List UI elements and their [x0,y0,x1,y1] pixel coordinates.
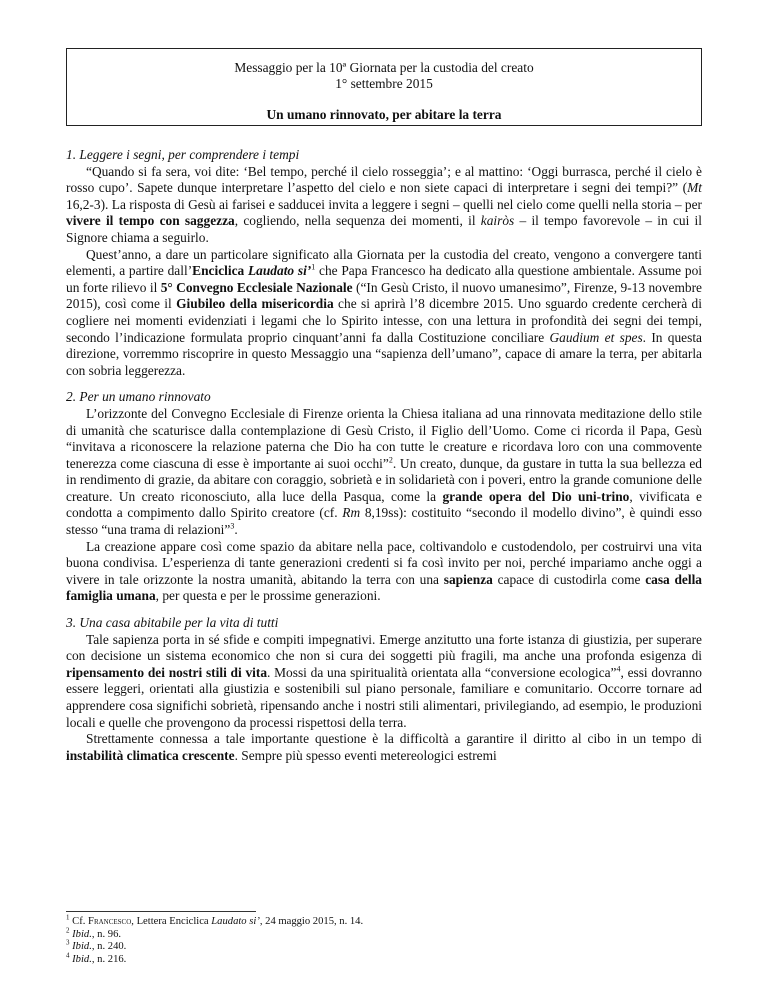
section-1-paragraph-2: Quest’anno, a dare un particolare significato alla Giornata per la custodia del creato, vengono a convergere tanti elementi, a partire dall’Enciclica Laudato si’$^1$ che Papa Francesco ha dedicato alla questione ambientale. Assume poi un forte rilievo il 5° Convegno Ecclesiale Nazionale (“In Gesù Cristo, il nuovo umanesimo”, Firenze, 9-13 novembre 2015), così come il Giubileo della misericordia che si aprirà l’8 dicembre 2015. Uno sguardo credente cercherà di cogliere nei momenti evidenziati i legami che lo Spirito intesse, con una lettura in profondità dei segni dei tempi, secondo l’indicazione formulata proprio cinquant’anni fa dalla Costituzione conciliare Gaudium et spes. In questa direzione, vorremmo riscoprire in questo Messaggio una “sapienza dell’umano”, capace di amare la terra, per abitarla con sobria leggerezza. [66,246,703,378]
section-3-paragraph-1: Tale sapienza porta in sé sfide e compiti impegnativi. Emerge anzitutto una forte istanza di giustizia, per superare con decisione un sistema economico che non si cura dei soggetti più fragili, ma anche una profonda esigenza di ripensamento dei nostri stili di vita. Mossi da una spiritualità orientata alla “conversione ecologica”$^4$, essi dovranno essere leggeri, orientati alla giustizia e sostenibili sul piano personale, familiare e comunitario. Occorre tornare ad apprendere cosa significhi sobrietà, ripensando anche i nostri stili alimentari, privilegiando, ad esempio, le produzioni locali e quelle che provengono da processi rispettosi della terra. [66,631,702,730]
footnote-4: $^4$ Ibid., n. 216. [66,951,127,965]
footnotes [66,913,702,966]
section-3-paragraph-2: Strettamente connessa a tale importante questione è la difficoltà a garantire il diritto al cibo in un tempo di instabilità climatica crescente. Sempre più spesso eventi metereologici estremi [66,731,702,763]
footnote-divider [66,911,256,912]
section-1-heading: 1. Leggere i segni, per comprendere i tempi [66,147,300,162]
document-title: Un umano rinnovato, per abitare la terra [266,107,502,122]
document-body [66,147,702,764]
footnote-ref-3[interactable]: 3 [230,521,235,531]
footnote-ref-1[interactable]: 1 [311,262,316,272]
section-1-paragraph-1: “Quando si fa sera, voi dite: ‘Bel tempo, perché il cielo rosseggia’; e al mattino: ‘Oggi burrasca, perché il cielo è rosso cupo’. Sapete dunque interpretare l’aspetto del cielo e non siete capaci di interpretare i segni dei tempi?” (Mt 16,2-3). La risposta di Gesù ai farisei e sadducei invita a leggere i segni – quelli nel cielo come quelli nella storia – per vivere il tempo con saggezza, cogliendo, nella sequenza dei momenti, il kairòs – il tempo favorevole – in cui il Signore chiama a seguirlo. [66,163,703,245]
header-box [66,48,702,126]
message-line: Messaggio per la 10ª Giornata per la custodia del creato [234,60,534,75]
section-2-paragraph-2: La creazione appare così come spazio da abitare nella pace, coltivandolo e custodendolo, per costruirvi una vita buona condivisa. L’esperienza di tante generazioni credenti si fa così invito per noi, perché impariamo anche oggi a vivere in tale orizzonte la nostra umanità, abitando la terra con una sapienza capace di custodirla come casa della famiglia umana, per questa e per le prossime generazioni. [66,538,702,604]
footnote-3: $^3$ Ibid., n. 240. [66,938,127,953]
section-2-paragraph-1: L’orizzonte del Convegno Ecclesiale di Firenze orienta la Chiesa italiana ad una rinnovata meditazione dello stile di umanità che scaturisce dalla contemplazione di Gesù Cristo, il Figlio dell’Uomo. Come ci ricorda il Papa, Gesù “invitava a riconoscere la relazione paterna che Dio ha con tutte le creature e ricordava loro con una commovente tenerezza come ciascuna di esse è importante ai suoi occhi”$^2$. Un creato, dunque, da gustare in tutta la sua bellezza ed in rendimento di grazie, da abitare con coraggio, sobrietà e in solidarietà con i poveri, entro la grande comunione delle creature. Un creato riconosciuto, alla luce della Pasqua, come la grande opera del Dio uni-trino, vivificata e condotta a compimento dallo Spirito creatore (cf. Rm 8,19ss): costituito “secondo il modello divino”, è quindi esso stesso “una trama di relazioni”$^3$. [66,405,702,538]
section-3-heading: 3. Una casa abitabile per la vita di tutti [66,615,279,631]
footnote-2: $^2$ Ibid., n. 96. [66,926,122,940]
date-line: 1° settembre 2015 [335,76,433,91]
footnote-ref-2[interactable]: 2 [388,455,393,465]
footnote-ref-4[interactable]: 4 [616,664,621,674]
section-2-heading: 2. Per un umano rinnovato [66,389,211,405]
footnote-1: $^1$ Cf. Francesco, Lettera Enciclica Laudato si’, 24 maggio 2015, n. 14. [66,913,364,927]
